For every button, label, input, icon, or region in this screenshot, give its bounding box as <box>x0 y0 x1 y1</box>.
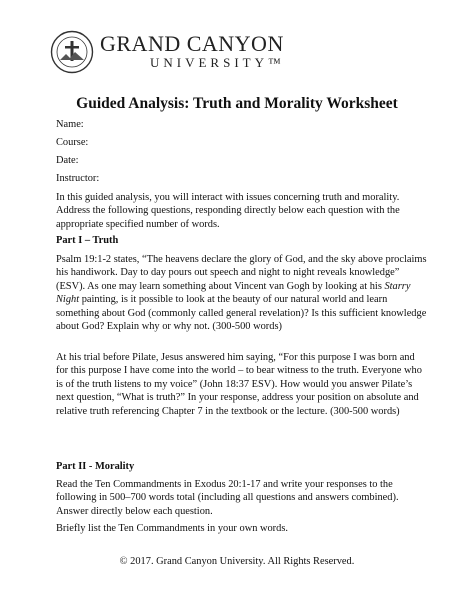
university-subtitle: UNIVERSITY™ <box>150 55 285 70</box>
part1-q1-painting-title: Starry Night <box>56 280 411 306</box>
part1-question1 <box>56 253 428 333</box>
intro-paragraph: In this guided analysis, you will interact with issues concerning truth and morality. Address the following questions, responding directly below each question with the appropriate specified number of words. <box>56 192 400 230</box>
instructor-field-label: Instructor: <box>56 173 100 184</box>
part1-q1-text-end: painting, is it possible to look at the beauty of our natural world and learn something about God (commonly called general revelation)? Is this sufficient knowledge about God? Explain why or why not. (300-500 words) <box>56 294 427 333</box>
copyright-footer: © 2017. Grand Canyon University. All Rights Reserved. <box>119 556 355 567</box>
part2-instructions: Read the Ten Commandments in Exodus 20:1-17 and write your responses to the following in 500–700 words total (including all questions and answers combined). Answer directly below each question. <box>56 479 399 517</box>
university-name: GRAND CANYON <box>100 31 284 56</box>
part1-heading: Part I – Truth <box>56 235 119 246</box>
part1-question2: At his trial before Pilate, Jesus answered him saying, “For this purpose I was born and for this purpose I have come into the world – to bear witness to the truth. Everyone who is of the truth listens to my voice” (John 18:37 ESV). How would you answer Pilate’s next question, “What is truth?” In your response, address your position on absolute and relative truth referencing Chapter 7 in the textbook or the lecture. (300-500 words) <box>56 352 422 417</box>
university-logo <box>50 30 285 74</box>
part2-heading: Part II - Morality <box>56 461 135 472</box>
part2-question1: Briefly list the Ten Commandments in your own words. <box>56 523 288 534</box>
part1-q1-text-start: Psalm 19:1-2 states, “The heavens declare the glory of God, and the sky above proclaims his handiwork. Day to day pours out speech and night to night reveals knowledge” (ESV). As one may learn something about Vincent van Gogh by looking at his <box>56 254 427 292</box>
course-field-label: Course: <box>56 137 89 148</box>
university-seal-icon <box>50 30 94 74</box>
date-field-label: Date: <box>56 155 79 166</box>
worksheet-title: Guided Analysis: Truth and Morality Worksheet <box>76 95 398 112</box>
name-field-label: Name: <box>56 119 84 130</box>
